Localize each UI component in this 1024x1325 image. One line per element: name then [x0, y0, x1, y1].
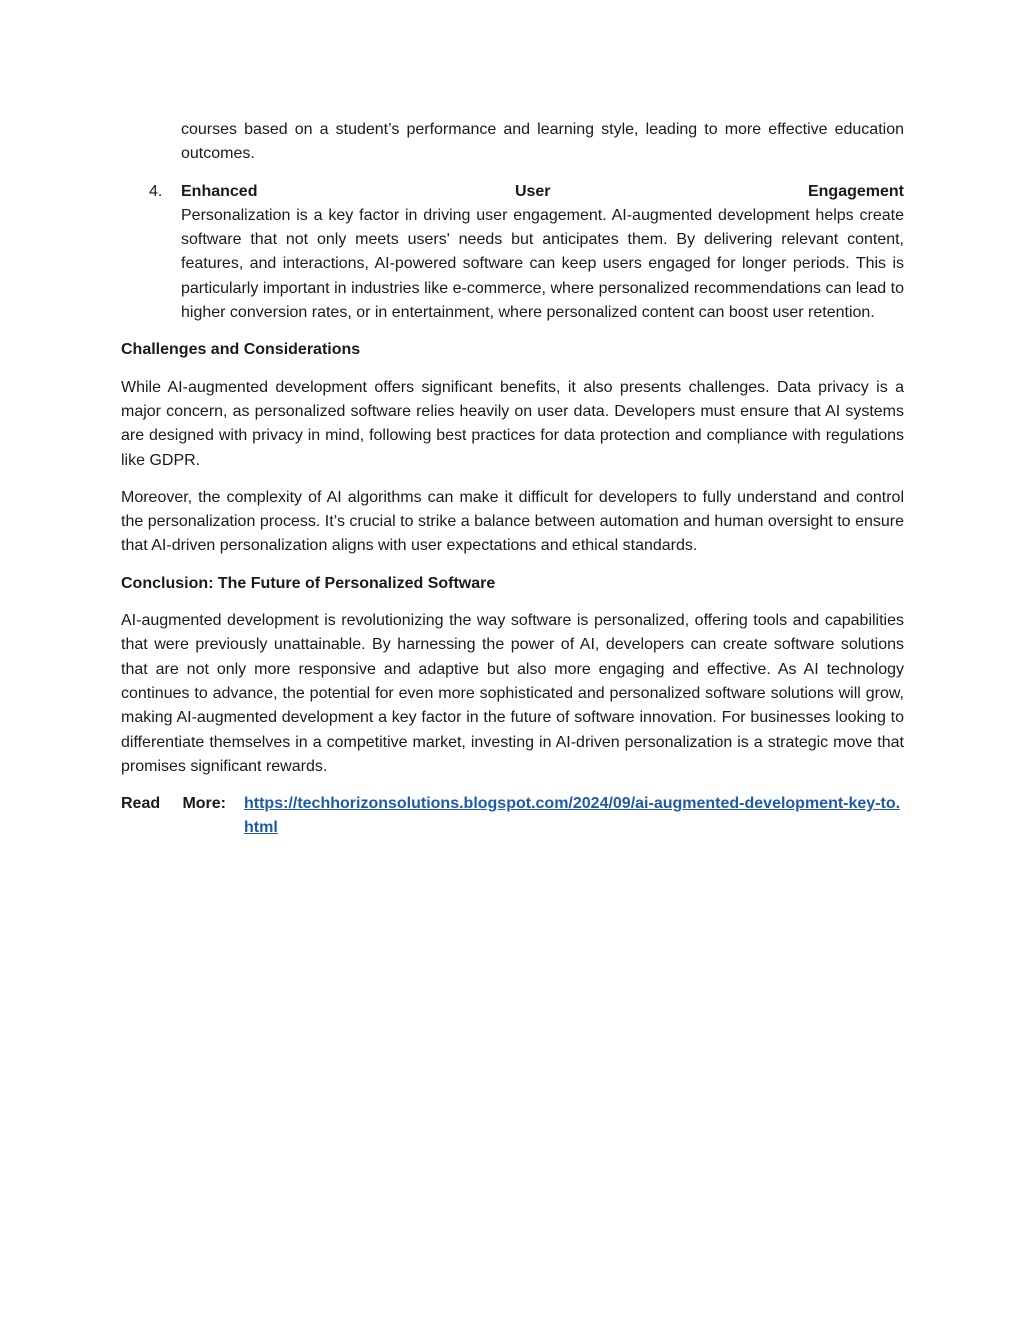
section-heading-conclusion: Conclusion: The Future of Personalized Software: [121, 574, 496, 592]
conclusion-paragraph: AI-augmented development is revolutionizing the way software is personalized, offering tools and capabilities that were previously unattainable. By harnessing the power of AI, developers can create software solutions that are not only more responsive and adaptive but also more engaging and effective. As AI technology continues to advance, the potential for even more sophisticated and personalized software solutions will grow, making AI-augmented development a key factor in the future of software innovation. For businesses looking to differentiate themselves in a competitive market, investing in AI-driven personalization is a strategic move that promises significant rewards.: [121, 612, 904, 775]
read-more-label: [121, 792, 226, 816]
list-item-3-continuation: courses based on a student’s performance and learning style, leading to more effective education outcomes.: [181, 121, 904, 163]
document-body: [121, 118, 904, 841]
read-more-word: More:: [182, 795, 226, 813]
challenges-paragraph-2: Moreover, the complexity of AI algorithms can make it difficult for developers to fully understand and control the personalization process. It’s crucial to strike a balance between automation and human oversight to ensure that AI-driven personalization aligns with user expectations and ethical standards.: [121, 488, 904, 555]
list-item-title: [181, 180, 904, 204]
challenges-paragraph-1: While AI-augmented development offers significant benefits, it also presents challenges. Data privacy is a major concern, as personalized software relies heavily on user data. Developers must ensure that AI systems are designed with privacy in mind, following best practices for data protection and compliance with regulations like GDPR.: [121, 378, 904, 469]
title-word: Enhanced: [181, 182, 258, 200]
list-item-body: Personalization is a key factor in driving user engagement. AI-augmented development helps create software that not only meets users' needs but anticipates them. By delivering relevant content, features, and interactions, AI-powered software can keep users engaged for longer periods. This is particularly important in industries like e-commerce, where personalized recommendations can lead to higher conversion rates, or in entertainment, where personalized content can boost user retention.: [181, 206, 904, 322]
list-continuation: [121, 118, 904, 167]
read-more-link[interactable]: https://techhorizonsolutions.blogspot.com/2024/09/ai-augmented-development-key-to.html: [244, 795, 901, 837]
title-word: User: [514, 182, 551, 200]
title-word: Engagement: [807, 182, 904, 200]
list-number: 4.: [149, 182, 163, 200]
list-item-4: [121, 180, 904, 326]
section-heading-challenges: Challenges and Considerations: [121, 341, 361, 359]
read-more: [121, 792, 904, 841]
read-more-word: Read: [121, 795, 161, 813]
